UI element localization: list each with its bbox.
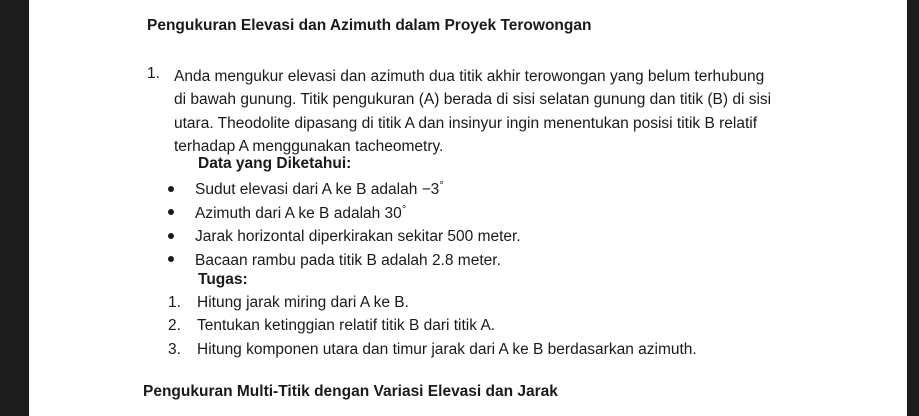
list-item-text: Jarak horizontal diperkirakan sekitar 500 meter.	[195, 228, 521, 245]
degree-symbol: °	[439, 180, 444, 192]
bullet-icon	[168, 209, 174, 215]
viewer-left-edge	[0, 0, 29, 416]
list-item-text: Bacaan rambu pada titik B adalah 2.8 meter.	[195, 251, 501, 269]
task-number: 2.	[168, 317, 181, 335]
question-line: terhadap A menggunakan tacheometry.	[174, 137, 444, 155]
question-line: di bawah gunung. Titik pengukuran (A) berada di sisi selatan gunung dan titik (B) di sisi	[174, 91, 772, 109]
list-item	[168, 202, 521, 226]
task-number: 1.	[168, 294, 181, 311]
known-data-heading: Data yang Diketahui:	[198, 155, 352, 172]
list-item	[168, 338, 697, 361]
question-line: Anda mengukur elevasi dan azimuth dua titik akhir terowongan yang belum terhubung	[174, 68, 765, 85]
bullet-icon	[168, 256, 174, 262]
bullet-icon	[168, 233, 174, 239]
task-text: Hitung jarak miring dari A ke B.	[197, 294, 409, 311]
task-text: Tentukan ketinggian relatif titik B dari titik A.	[197, 317, 496, 335]
list-item	[168, 178, 521, 202]
degree-symbol: °	[401, 203, 407, 216]
task-number: 3.	[168, 340, 181, 358]
list-item	[168, 249, 521, 273]
question-line: utara. Theodolite dipasang di titik A dan insinyur ingin menentukan posisi titik B relatif	[174, 114, 758, 132]
question-paragraph	[174, 65, 844, 158]
task-text: Hitung komponen utara dan timur jarak dari A ke B berdasarkan azimuth.	[197, 340, 697, 358]
list-item	[168, 314, 697, 337]
tasks-heading: Tugas:	[198, 271, 248, 288]
question-number: 1.	[147, 65, 160, 82]
known-data-list	[168, 178, 521, 272]
list-item	[168, 225, 521, 249]
list-item-text: Sudut elevasi dari A ke B adalah −3	[195, 181, 440, 198]
list-item	[168, 291, 697, 314]
bullet-icon	[168, 186, 174, 192]
section-title: Pengukuran Elevasi dan Azimuth dalam Proyek Terowongan	[147, 17, 592, 34]
tasks-list	[168, 291, 697, 361]
section-title: Pengukuran Multi-Titik dengan Variasi Elevasi dan Jarak	[143, 383, 558, 400]
document-page	[29, 0, 907, 416]
viewer-right-edge	[907, 0, 919, 416]
list-item-text: Azimuth dari A ke B adalah 30	[195, 204, 402, 222]
